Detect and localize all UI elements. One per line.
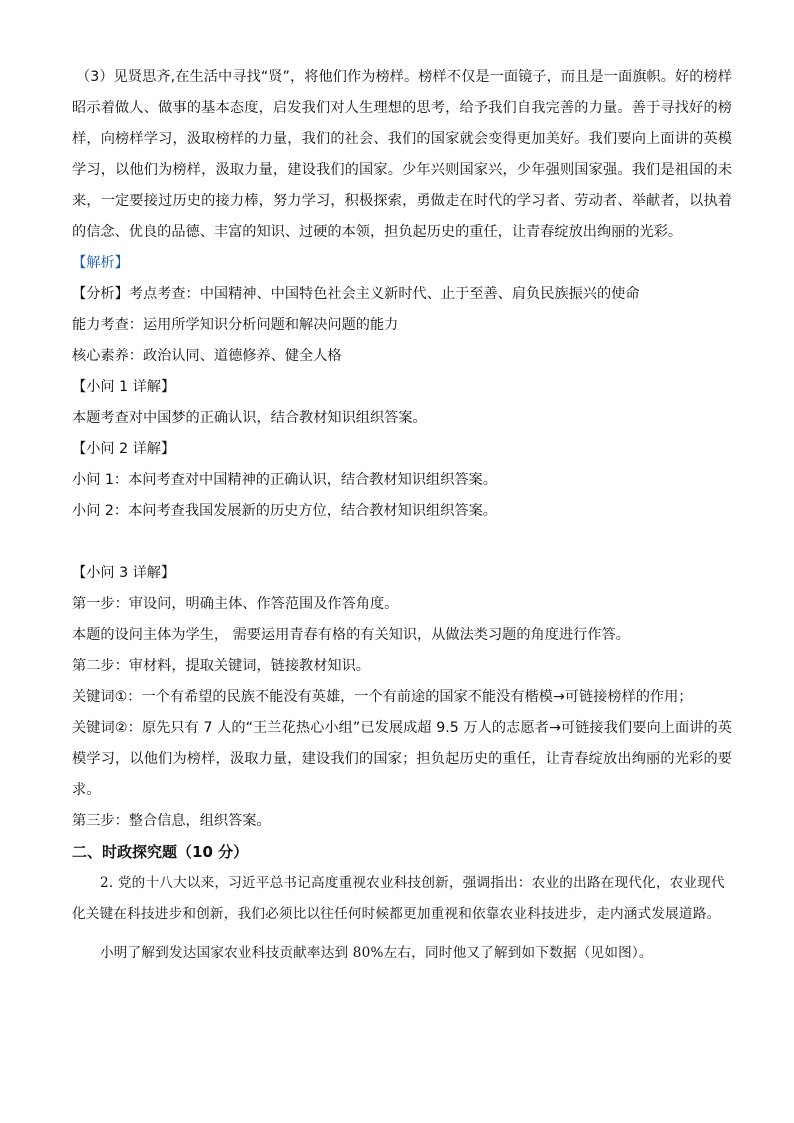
section-heading: 二、时政探究题（10 分） <box>72 843 249 861</box>
subject-note: 本题的设问主体为学生， 需要运用青春有格的有关知识，从做法类习题的角度进行作答。 <box>72 627 630 643</box>
subquestion-2-heading: 【小问 2 详解】 <box>72 441 176 457</box>
document-content <box>72 62 732 969</box>
keyword-one: 关键词①：一个有希望的民族不能没有英雄，一个有前途的国家不能没有楷模→可链接榜样的作用； <box>72 689 693 705</box>
analysis-line-ability: 能力考查：运用所学知识分析问题和解决问题的能力 <box>72 317 399 333</box>
subquestion-3-heading: 【小问 3 详解】 <box>72 565 176 581</box>
question-paragraph: 2. 党的十八大以来，习近平总书记高度重视农业科技创新，强调指出：农业的出路在现代化，农业现代化关键在科技进步和创新，我们必须比以往任何时候都更加重视和依靠农业科技进步，走内涵式发展道路。 <box>72 875 725 922</box>
analysis-line-focus: 【分析】考点考查：中国精神、中国特色社会主义新时代、止于至善、肩负民族振兴的使命 <box>72 286 640 302</box>
subquestion-1-detail: 本题考查对中国梦的正确认识，结合教材知识组织答案。 <box>72 410 427 426</box>
step-two: 第二步：审材料，提取关键词，链接教材知识。 <box>72 658 370 674</box>
answer-paragraph: （3）见贤思齐,在生活中寻找“贤”，将他们作为榜样。榜样不仅是一面镜子，而且是一面旗帜。好的榜样昭示着做人、做事的基本态度，启发我们对人生理想的思考，给予我们自我完善的力量。善于寻找好的榜样，向榜样学习，汲取榜样的力量，我们的社会、我们的国家就会变得更加美好。我们要向上面讲的英模学习，以他们为榜样，汲取力量，建设我们的国家。少年兴则国家兴，少年强则国家强。我们是祖国的未来，一定要接过历史的接力棒，努力学习，积极探索，勇做走在时代的学习者、劳动者、举献者，以执着的信念、优良的品德、丰富的知识、过硬的本领，担负起历史的重任，让青春绽放出绚丽的光彩。 <box>72 69 732 240</box>
analysis-line-literacy: 核心素养：政治认同、道德修养、健全人格 <box>72 348 342 364</box>
step-three: 第三步：整合信息，组织答案。 <box>72 813 271 829</box>
subquestion-1-heading: 【小问 1 详解】 <box>72 379 176 395</box>
step-one: 第一步：审设问，明确主体、作答范围及作答角度。 <box>72 596 399 612</box>
subquestion-2-detail-2: 小问 2：本问考查我国发展新的历史方位，结合教材知识组织答案。 <box>72 503 497 519</box>
keyword-two: 关键词②：原先只有 7 人的“王兰花热心小组”已发展成超 9.5 万人的志愿者→可链接我们要向上面讲的英模学习，以他们为榜样，汲取力量，建设我们的国家；担负起历史的重任，让青春绽放出绚丽的光彩的要求。 <box>72 720 732 798</box>
question-data-note: 小明了解到发达国家农业科技贡献率达到 80%左右，同时他又了解到如下数据（见如图）。 <box>100 945 653 961</box>
analysis-label: 【解析】 <box>72 255 129 271</box>
blank-line <box>72 527 732 558</box>
subquestion-2-detail-1: 小问 1：本问考查对中国精神的正确认识，结合教材知识组织答案。 <box>72 472 497 488</box>
